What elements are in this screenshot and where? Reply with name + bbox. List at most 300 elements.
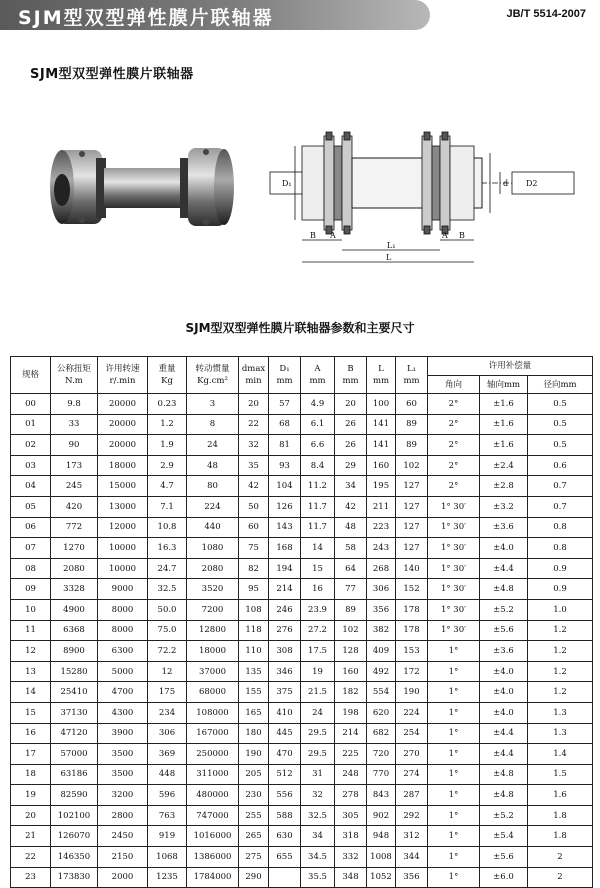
cell-angle: 1°	[428, 641, 480, 662]
cell-torque: 15280	[51, 661, 98, 682]
cell-axial: ±4.0	[480, 702, 528, 723]
cell-speed: 6300	[98, 641, 148, 662]
cell-weight: 0.23	[148, 394, 187, 415]
cell-l1: 292	[396, 805, 428, 826]
cell-angle: 1°	[428, 847, 480, 868]
cell-b: 58	[335, 538, 367, 559]
cell-inertia: 480000	[187, 785, 239, 806]
cell-angle: 1° 30′	[428, 620, 480, 641]
cell-b: 348	[335, 867, 367, 888]
col-header-l: L mm	[367, 357, 396, 394]
cell-spec: 18	[11, 764, 51, 785]
cell-weight: 2.9	[148, 455, 187, 476]
cell-dmax: 32	[239, 435, 269, 456]
cell-b: 48	[335, 517, 367, 538]
cell-l1: 356	[396, 867, 428, 888]
cell-radial: 0.8	[528, 517, 593, 538]
cell-b: 77	[335, 579, 367, 600]
cell-weight: 4.7	[148, 476, 187, 497]
cell-b: 182	[335, 682, 367, 703]
cell-a: 34.5	[301, 847, 335, 868]
cell-l1: 152	[396, 579, 428, 600]
cell-radial: 0.5	[528, 435, 593, 456]
cell-axial: ±4.4	[480, 723, 528, 744]
cell-inertia: 3520	[187, 579, 239, 600]
table-row	[11, 620, 593, 641]
table-row	[11, 744, 593, 765]
cell-dmax: 60	[239, 517, 269, 538]
cell-weight: 16.3	[148, 538, 187, 559]
table-row	[11, 682, 593, 703]
cell-spec: 01	[11, 414, 51, 435]
cell-weight: 175	[148, 682, 187, 703]
table-row	[11, 414, 593, 435]
cell-d1: 445	[269, 723, 301, 744]
cell-weight: 306	[148, 723, 187, 744]
cell-l: 1052	[367, 867, 396, 888]
cell-radial: 1.4	[528, 744, 593, 765]
spec-table-body	[11, 394, 593, 888]
cell-speed: 20000	[98, 414, 148, 435]
cell-angle: 1° 30′	[428, 517, 480, 538]
cell-dmax: 50	[239, 496, 269, 517]
cell-l1: 270	[396, 744, 428, 765]
cell-axial: ±4.8	[480, 579, 528, 600]
cell-d1: 93	[269, 455, 301, 476]
cell-l: 382	[367, 620, 396, 641]
cell-torque: 1270	[51, 538, 98, 559]
cell-axial: ±5.2	[480, 599, 528, 620]
cell-a: 17.5	[301, 641, 335, 662]
col-header-speed: 许用转速 r/.min	[98, 357, 148, 394]
col-header-b: B mm	[335, 357, 367, 394]
cell-radial: 0.6	[528, 455, 593, 476]
cell-spec: 00	[11, 394, 51, 415]
cell-speed: 3500	[98, 744, 148, 765]
cell-weight: 234	[148, 702, 187, 723]
table-row	[11, 867, 593, 888]
cell-spec: 21	[11, 826, 51, 847]
cell-b: 26	[335, 435, 367, 456]
cell-axial: ±3.2	[480, 496, 528, 517]
cell-l: 306	[367, 579, 396, 600]
cell-angle: 2°	[428, 435, 480, 456]
cell-b: 20	[335, 394, 367, 415]
cell-weight: 763	[148, 805, 187, 826]
cell-l: 356	[367, 599, 396, 620]
cell-weight: 1.2	[148, 414, 187, 435]
cell-speed: 2000	[98, 867, 148, 888]
table-row	[11, 805, 593, 826]
cell-l1: 127	[396, 476, 428, 497]
col-header-dmax: dmax min	[239, 357, 269, 394]
cell-dmax: 155	[239, 682, 269, 703]
col-header-axial: 轴向mm	[480, 376, 528, 394]
cell-l1: 140	[396, 558, 428, 579]
cell-a: 8.4	[301, 455, 335, 476]
cell-angle: 1°	[428, 723, 480, 744]
cell-d1: 194	[269, 558, 301, 579]
cell-radial: 1.2	[528, 661, 593, 682]
cell-axial: ±4.0	[480, 682, 528, 703]
cell-radial: 0.7	[528, 476, 593, 497]
cell-inertia: 1386000	[187, 847, 239, 868]
cell-l1: 312	[396, 826, 428, 847]
label-B-left: B	[310, 231, 316, 240]
cell-torque: 63186	[51, 764, 98, 785]
cell-b: 214	[335, 723, 367, 744]
cell-b: 128	[335, 641, 367, 662]
cell-speed: 10000	[98, 538, 148, 559]
cell-l1: 274	[396, 764, 428, 785]
cell-dmax: 290	[239, 867, 269, 888]
cell-a: 6.1	[301, 414, 335, 435]
cell-angle: 1° 30′	[428, 538, 480, 559]
cell-axial: ±5.6	[480, 620, 528, 641]
cell-angle: 1°	[428, 826, 480, 847]
cell-torque: 90	[51, 435, 98, 456]
cell-weight: 10.8	[148, 517, 187, 538]
cell-spec: 12	[11, 641, 51, 662]
cell-weight: 1068	[148, 847, 187, 868]
cell-b: 64	[335, 558, 367, 579]
col-header-torque: 公称扭矩 N.m	[51, 357, 98, 394]
cell-l: 268	[367, 558, 396, 579]
col-header-radial: 径向mm	[528, 376, 593, 394]
cell-axial: ±4.4	[480, 558, 528, 579]
cell-weight: 7.1	[148, 496, 187, 517]
table-row	[11, 435, 593, 456]
cell-spec: 08	[11, 558, 51, 579]
cell-speed: 10000	[98, 558, 148, 579]
cell-weight: 50.0	[148, 599, 187, 620]
cell-a: 32.5	[301, 805, 335, 826]
cell-angle: 1°	[428, 682, 480, 703]
cell-dmax: 22	[239, 414, 269, 435]
technical-drawing	[262, 128, 582, 278]
cell-dmax: 190	[239, 744, 269, 765]
cell-a: 21.5	[301, 682, 335, 703]
cell-angle: 1°	[428, 702, 480, 723]
label-A-right: A	[442, 231, 448, 240]
cell-weight: 448	[148, 764, 187, 785]
cell-l1: 190	[396, 682, 428, 703]
cell-d1: 470	[269, 744, 301, 765]
cell-l: 720	[367, 744, 396, 765]
cell-l: 492	[367, 661, 396, 682]
table-row	[11, 579, 593, 600]
cell-l1: 172	[396, 661, 428, 682]
col-header-inertia: 转动惯量 Kg.cm²	[187, 357, 239, 394]
table-row	[11, 558, 593, 579]
cell-weight: 1235	[148, 867, 187, 888]
cell-inertia: 37000	[187, 661, 239, 682]
col-header-spec: 规格	[11, 357, 51, 394]
cell-b: 248	[335, 764, 367, 785]
cell-spec: 13	[11, 661, 51, 682]
cell-spec: 20	[11, 805, 51, 826]
cell-speed: 5000	[98, 661, 148, 682]
cell-d1: 168	[269, 538, 301, 559]
table-row	[11, 641, 593, 662]
cell-dmax: 82	[239, 558, 269, 579]
cell-torque: 57000	[51, 744, 98, 765]
cell-l1: 102	[396, 455, 428, 476]
cell-spec: 11	[11, 620, 51, 641]
cell-b: 89	[335, 599, 367, 620]
cell-b: 102	[335, 620, 367, 641]
cell-inertia: 1080	[187, 538, 239, 559]
cell-weight: 919	[148, 826, 187, 847]
col-header-d1: D₁ mm	[269, 357, 301, 394]
cell-weight: 369	[148, 744, 187, 765]
table-row	[11, 517, 593, 538]
cell-radial: 1.8	[528, 826, 593, 847]
table-row	[11, 826, 593, 847]
cell-angle: 1° 30′	[428, 599, 480, 620]
cell-l: 1008	[367, 847, 396, 868]
cell-inertia: 108000	[187, 702, 239, 723]
table-row	[11, 496, 593, 517]
cell-l: 770	[367, 764, 396, 785]
cell-d1: 556	[269, 785, 301, 806]
table-row	[11, 476, 593, 497]
cell-axial: ±2.4	[480, 455, 528, 476]
table-row	[11, 394, 593, 415]
cell-speed: 4300	[98, 702, 148, 723]
cell-torque: 9.8	[51, 394, 98, 415]
cell-inertia: 8	[187, 414, 239, 435]
cell-d1: 214	[269, 579, 301, 600]
cell-inertia: 7200	[187, 599, 239, 620]
cell-axial: ±4.0	[480, 661, 528, 682]
cell-l: 100	[367, 394, 396, 415]
cell-weight: 75.0	[148, 620, 187, 641]
cell-inertia: 167000	[187, 723, 239, 744]
cell-angle: 2°	[428, 476, 480, 497]
cell-spec: 09	[11, 579, 51, 600]
cell-d1: 143	[269, 517, 301, 538]
cell-l: 409	[367, 641, 396, 662]
cell-l: 243	[367, 538, 396, 559]
cell-torque: 173	[51, 455, 98, 476]
cell-l1: 89	[396, 414, 428, 435]
cell-torque: 6368	[51, 620, 98, 641]
standard-code: JB/T 5514-2007	[506, 8, 586, 20]
cell-a: 34	[301, 826, 335, 847]
cell-dmax: 75	[239, 538, 269, 559]
cell-inertia: 1016000	[187, 826, 239, 847]
cell-radial: 1.5	[528, 764, 593, 785]
cell-spec: 14	[11, 682, 51, 703]
cell-dmax: 20	[239, 394, 269, 415]
cell-axial: ±4.0	[480, 538, 528, 559]
cell-torque: 126070	[51, 826, 98, 847]
label-d: d	[503, 179, 509, 188]
cell-inertia: 48	[187, 455, 239, 476]
cell-d1: 630	[269, 826, 301, 847]
table-row	[11, 847, 593, 868]
cell-speed: 15000	[98, 476, 148, 497]
cell-torque: 173830	[51, 867, 98, 888]
cell-radial: 1.0	[528, 599, 593, 620]
cell-axial: ±5.4	[480, 826, 528, 847]
cell-angle: 1° 30′	[428, 579, 480, 600]
cell-b: 26	[335, 414, 367, 435]
cell-torque: 102100	[51, 805, 98, 826]
cell-dmax: 108	[239, 599, 269, 620]
cell-torque: 3328	[51, 579, 98, 600]
cell-b: 198	[335, 702, 367, 723]
cell-d1: 375	[269, 682, 301, 703]
cell-spec: 03	[11, 455, 51, 476]
label-A-left: A	[330, 231, 336, 240]
cell-d1: 57	[269, 394, 301, 415]
cell-d1: 81	[269, 435, 301, 456]
cell-radial: 1.2	[528, 620, 593, 641]
cell-radial: 0.8	[528, 538, 593, 559]
cell-angle: 1°	[428, 785, 480, 806]
cell-inertia: 18000	[187, 641, 239, 662]
cell-a: 15	[301, 558, 335, 579]
cell-axial: ±6.0	[480, 867, 528, 888]
cell-dmax: 230	[239, 785, 269, 806]
cell-l: 160	[367, 455, 396, 476]
cell-weight: 32.5	[148, 579, 187, 600]
cell-speed: 12000	[98, 517, 148, 538]
cell-l1: 178	[396, 599, 428, 620]
cell-torque: 420	[51, 496, 98, 517]
cell-torque: 4900	[51, 599, 98, 620]
cell-l1: 89	[396, 435, 428, 456]
cell-b: 42	[335, 496, 367, 517]
cell-dmax: 42	[239, 476, 269, 497]
cell-a: 19	[301, 661, 335, 682]
cell-axial: ±4.8	[480, 764, 528, 785]
col-header-a: A mm	[301, 357, 335, 394]
product-subtitle: SJM型双型弹性膜片联轴器	[30, 67, 194, 82]
cell-spec: 05	[11, 496, 51, 517]
cell-l: 554	[367, 682, 396, 703]
cell-dmax: 135	[239, 661, 269, 682]
cell-spec: 06	[11, 517, 51, 538]
cell-a: 6.6	[301, 435, 335, 456]
cell-torque: 37130	[51, 702, 98, 723]
cell-spec: 04	[11, 476, 51, 497]
cell-d1: 276	[269, 620, 301, 641]
cell-radial: 0.7	[528, 496, 593, 517]
cell-inertia: 224	[187, 496, 239, 517]
cell-radial: 2	[528, 867, 593, 888]
cell-speed: 13000	[98, 496, 148, 517]
col-header-compensation: 许用补偿量	[428, 357, 593, 376]
cell-weight: 24.7	[148, 558, 187, 579]
cell-l: 223	[367, 517, 396, 538]
cell-d1: 68	[269, 414, 301, 435]
cell-speed: 3200	[98, 785, 148, 806]
cell-axial: ±5.6	[480, 847, 528, 868]
cell-axial: ±2.8	[480, 476, 528, 497]
cell-torque: 33	[51, 414, 98, 435]
cell-l: 902	[367, 805, 396, 826]
cell-torque: 2080	[51, 558, 98, 579]
cell-inertia: 2080	[187, 558, 239, 579]
cell-torque: 47120	[51, 723, 98, 744]
cell-angle: 1° 30′	[428, 558, 480, 579]
cell-inertia: 24	[187, 435, 239, 456]
cell-a: 14	[301, 538, 335, 559]
cell-torque: 146350	[51, 847, 98, 868]
cell-radial: 0.5	[528, 414, 593, 435]
cell-speed: 8000	[98, 620, 148, 641]
cell-l: 948	[367, 826, 396, 847]
cell-radial: 1.3	[528, 702, 593, 723]
cell-speed: 2150	[98, 847, 148, 868]
cell-angle: 1°	[428, 805, 480, 826]
cell-angle: 1° 30′	[428, 496, 480, 517]
cell-inertia: 311000	[187, 764, 239, 785]
table-row	[11, 723, 593, 744]
cell-spec: 16	[11, 723, 51, 744]
cell-dmax: 110	[239, 641, 269, 662]
coupling-photo	[40, 128, 240, 248]
cell-axial: ±1.6	[480, 414, 528, 435]
cell-inertia: 80	[187, 476, 239, 497]
cell-inertia: 68000	[187, 682, 239, 703]
cell-radial: 0.5	[528, 394, 593, 415]
cell-l: 211	[367, 496, 396, 517]
cell-speed: 9000	[98, 579, 148, 600]
cell-l: 141	[367, 414, 396, 435]
cell-spec: 15	[11, 702, 51, 723]
cell-speed: 3900	[98, 723, 148, 744]
cell-radial: 1.2	[528, 682, 593, 703]
table-row	[11, 599, 593, 620]
cell-axial: ±3.6	[480, 641, 528, 662]
cell-a: 32	[301, 785, 335, 806]
cell-angle: 1°	[428, 867, 480, 888]
cell-radial: 1.3	[528, 723, 593, 744]
table-row	[11, 455, 593, 476]
cell-a: 31	[301, 764, 335, 785]
table-row	[11, 661, 593, 682]
cell-speed: 20000	[98, 435, 148, 456]
cell-l1: 287	[396, 785, 428, 806]
cell-speed: 20000	[98, 394, 148, 415]
cell-radial: 0.9	[528, 558, 593, 579]
cell-spec: 17	[11, 744, 51, 765]
cell-dmax: 180	[239, 723, 269, 744]
cell-speed: 3500	[98, 764, 148, 785]
cell-weight: 12	[148, 661, 187, 682]
col-header-angle: 角向	[428, 376, 480, 394]
cell-spec: 07	[11, 538, 51, 559]
cell-angle: 1°	[428, 661, 480, 682]
label-L1: L₁	[387, 241, 396, 250]
cell-torque: 25410	[51, 682, 98, 703]
spec-table	[10, 356, 593, 888]
cell-axial: ±4.8	[480, 785, 528, 806]
cell-a: 23.9	[301, 599, 335, 620]
cell-l1: 254	[396, 723, 428, 744]
label-D1: D₁	[282, 179, 292, 188]
cell-dmax: 35	[239, 455, 269, 476]
cell-dmax: 275	[239, 847, 269, 868]
cell-torque: 82590	[51, 785, 98, 806]
label-D2: D2	[526, 179, 538, 188]
cell-axial: ±1.6	[480, 435, 528, 456]
cell-d1: 308	[269, 641, 301, 662]
